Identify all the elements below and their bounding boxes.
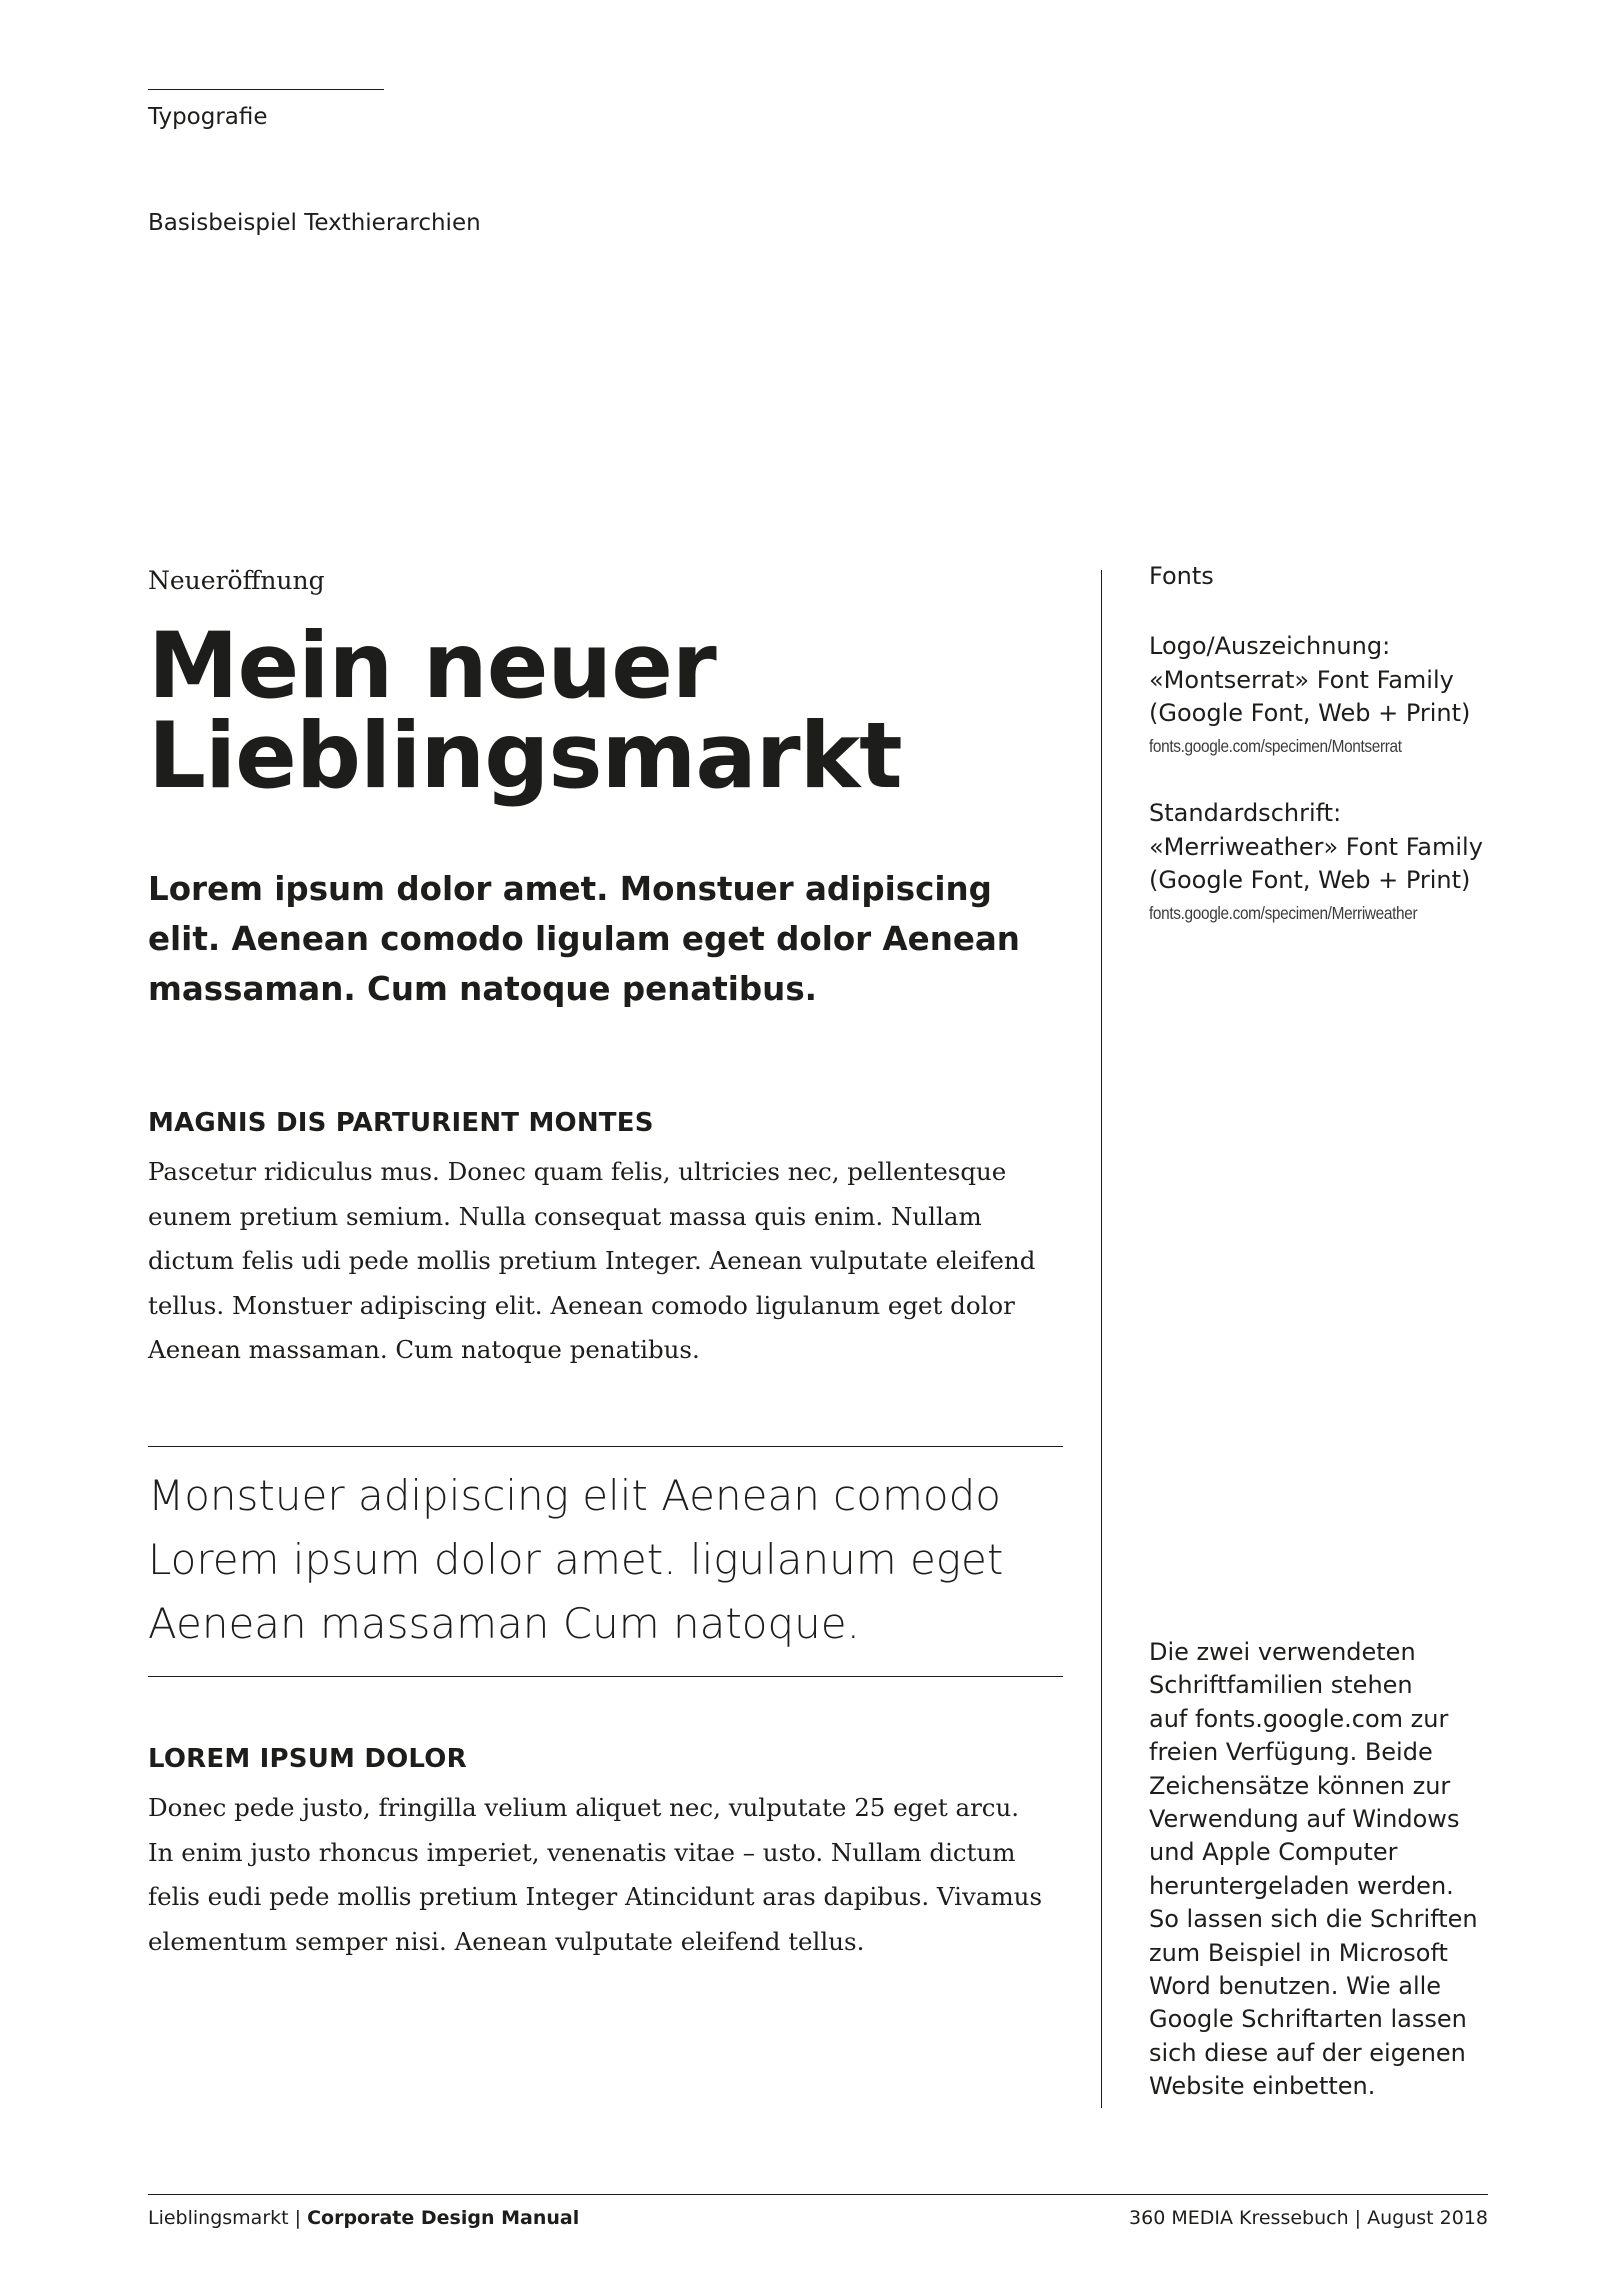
quote-line: Monstuer adipiscing elit Aenean comodo — [148, 1471, 1001, 1520]
section-title: Typografie — [148, 104, 268, 130]
note-line: Schriftfamilien stehen — [1149, 1671, 1413, 1700]
subheading-1: MAGNIS DIS PARTURIENT MONTES — [148, 1108, 654, 1138]
note-line: Word benutzen. Wie alle — [1149, 1972, 1442, 2001]
sidebar-title: Fonts — [1149, 562, 1214, 590]
font-info-line: Logo/Auszeichnung: — [1149, 632, 1391, 660]
note-line: und Apple Computer — [1149, 1838, 1398, 1867]
quote-rule-top — [148, 1446, 1063, 1447]
footer-separator: | — [294, 2207, 302, 2229]
body-line: elementum semper nisi. Aenean vulputate eleifend tellus. — [148, 1926, 865, 1956]
font-info-merriweather — [1149, 797, 1509, 928]
body-line: Pascetur ridiculus mus. Donec quam felis, ultricies nec, pellentesque — [148, 1157, 1007, 1186]
font-info-line: (Google Font, Web + Print) — [1149, 699, 1471, 727]
pull-quote — [148, 1464, 1063, 1656]
note-line: freien Verfügung. Beide — [1149, 1738, 1433, 1767]
note-line: Website einbetten. — [1149, 2072, 1376, 2101]
note-line: Verwendung auf Windows — [1149, 1805, 1460, 1834]
note-line: Die zwei verwendeten — [1149, 1638, 1416, 1666]
lead-line: massaman. Cum natoque penatibus. — [148, 970, 818, 1008]
section-subtitle: Basisbeispiel Texthierarchien — [148, 210, 481, 236]
note-line: auf fonts.google.com zur — [1149, 1704, 1449, 1733]
headline — [148, 614, 1063, 809]
footer-manual-title: Corporate Design Manual — [307, 2207, 580, 2229]
footer-rule — [148, 2194, 1488, 2195]
lead-line: elit. Aenean comodo ligulam eget dolor Aenean — [148, 920, 1020, 958]
note-line: So lassen sich die Schriften — [1149, 1905, 1478, 1934]
font-info-line: Standardschrift: — [1149, 799, 1342, 827]
header-rule — [148, 89, 384, 90]
font-url-link[interactable]: fonts.google.com/specimen/Montserrat — [1149, 735, 1402, 756]
quote-line: Lorem ipsum dolor amet. ligulanum eget — [148, 1535, 1004, 1584]
note-line: Zeichensätze können zur — [1149, 1771, 1451, 1800]
kicker: Neueröffnung — [148, 566, 325, 595]
body-line: tellus. Monstuer adipiscing elit. Aenean comodo ligulanum eget dolor — [148, 1290, 1015, 1320]
column-divider — [1101, 570, 1102, 2108]
quote-rule-bottom — [148, 1676, 1063, 1677]
body-line: felis eudi pede mollis pretium Integer Atincidunt aras dapibus. Vivamus — [148, 1882, 1043, 1911]
body-paragraph-2 — [148, 1786, 1068, 1964]
footer-left — [148, 2207, 579, 2229]
note-line: zum Beispiel in Microsoft — [1149, 1938, 1448, 1967]
font-url-link[interactable]: fonts.google.com/specimen/Merriweather — [1149, 902, 1418, 923]
note-line: Google Schriftarten lassen — [1149, 2005, 1467, 2034]
body-line: Donec pede justo, fringilla velium aliquet nec, vulputate 25 eget arcu. — [148, 1793, 1020, 1822]
font-info-line: (Google Font, Web + Print) — [1149, 866, 1471, 894]
body-line: eunem pretium semium. Nulla consequat massa quis enim. Nullam — [148, 1201, 982, 1231]
font-info-montserrat — [1149, 630, 1509, 761]
note-line: sich diese auf der eigenen — [1149, 2038, 1466, 2067]
headline-line: Lieblingsmarkt — [148, 704, 902, 809]
subheading-2: LOREM IPSUM DOLOR — [148, 1744, 467, 1774]
body-line: Aenean massaman. Cum natoque penatibus. — [148, 1335, 700, 1364]
footer-brand: Lieblingsmarkt — [148, 2207, 289, 2229]
lead-line: Lorem ipsum dolor amet. Monstuer adipiscing — [148, 870, 992, 908]
headline-line: Mein neuer — [148, 614, 716, 719]
note-line: heruntergeladen werden. — [1149, 1871, 1454, 1900]
body-paragraph-1 — [148, 1150, 1068, 1373]
footer-right: 360 MEDIA Kressebuch | August 2018 — [1129, 2207, 1488, 2229]
lead-paragraph — [148, 864, 1063, 1014]
body-line: dictum felis udi pede mollis pretium Integer. Aenean vulputate eleifend — [148, 1246, 1036, 1275]
sidebar-note — [1149, 1636, 1509, 2104]
quote-line: Aenean massaman Cum natoque. — [148, 1599, 860, 1648]
font-info-line: «Montserrat» Font Family — [1149, 665, 1454, 694]
font-info-line: «Merriweather» Font Family — [1149, 832, 1483, 861]
body-line: In enim justo rhoncus imperiet, venenatis vitae – usto. Nullam dictum — [148, 1837, 1016, 1867]
